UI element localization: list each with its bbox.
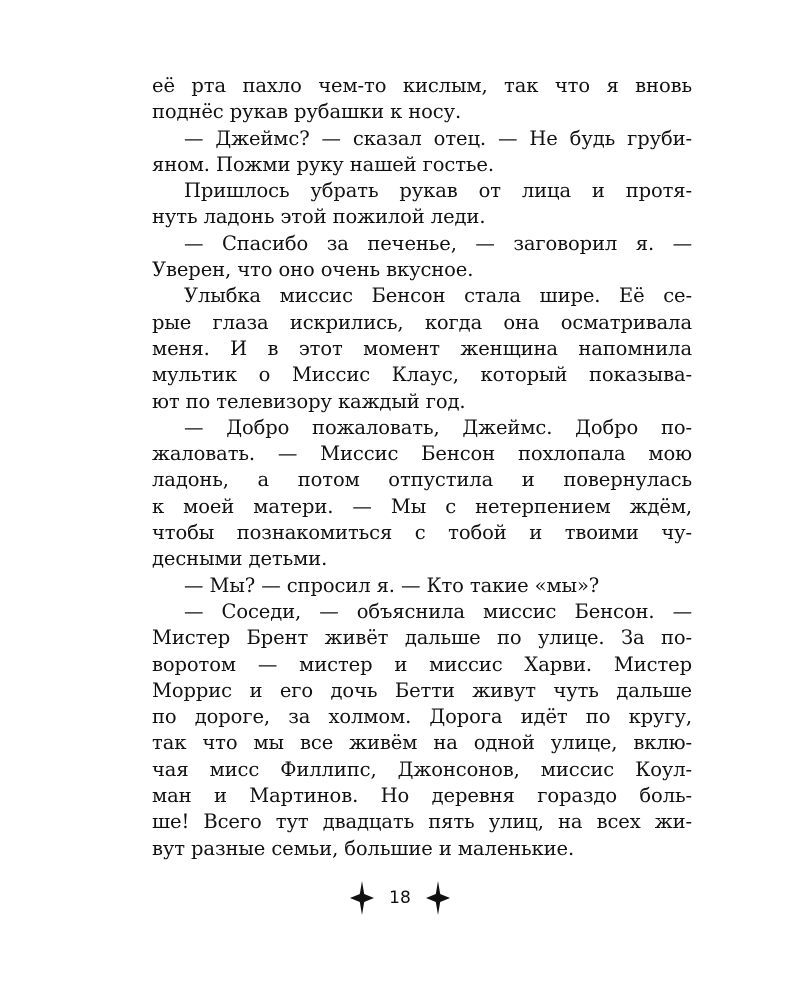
paragraph-p5 (152, 283, 692, 414)
text-line: Уверен, что оно очень вкусное. (152, 258, 474, 282)
text-line: вут разные семьи, большие и маленькие. (152, 836, 575, 860)
text-line: воротом — мистер и миссис Харви. Мистер (152, 652, 692, 676)
paragraph-p3 (152, 178, 692, 231)
text-line: Улыбка миссис Бенсон стала шире. Её се- (184, 284, 692, 308)
text-line: по дороге, за холмом. Дорога идёт по кругу, (152, 705, 692, 729)
paragraph-p4 (152, 231, 692, 284)
text-line: Мистер Брент живёт дальше по улице. За по- (152, 626, 692, 650)
text-line: нуть ладонь этой пожилой леди. (152, 205, 486, 229)
page-footer (0, 880, 800, 916)
text-line: яном. Пожми руку нашей гостье. (152, 152, 494, 176)
text-line: ше! Всего тут двадцать пять улиц, на всех жи- (152, 810, 692, 834)
text-line: так что мы все живём на одной улице, вклю- (152, 731, 692, 755)
paragraph-p1 (152, 73, 692, 126)
paragraph-p8 (152, 599, 692, 862)
text-line: ман и Мартинов. Но деревня гораздо боль- (152, 784, 692, 808)
text-line: меня. И в этот момент женщина напомнила (152, 336, 692, 360)
cross-ornament-icon (349, 880, 375, 916)
text-line: десными детьми. (152, 547, 328, 571)
paragraph-p2 (152, 126, 692, 179)
text-line: мультик о Миссис Клаус, который показыва- (152, 363, 692, 387)
text-line: к моей матери. — Мы с нетерпением ждём, (152, 494, 692, 518)
text-line: рые глаза искрились, когда она осматривала (152, 310, 692, 334)
text-line: — Добро пожаловать, Джеймс. Добро по- (184, 415, 692, 439)
text-line: чтобы познакомиться с тобой и твоими чу- (152, 521, 692, 545)
text-line: Пришлось убрать рукав от лица и протя- (184, 179, 692, 203)
text-line: — Джеймс? — сказал отец. — Не будь груби- (184, 126, 692, 150)
text-line: жаловать. — Миссис Бенсон похлопала мою (152, 442, 692, 466)
text-line: — Соседи, — объяснила миссис Бенсон. — (184, 599, 692, 623)
cross-ornament-icon (425, 880, 451, 916)
paragraph-p7 (152, 573, 692, 599)
text-line: её рта пахло чем-то кислым, так что я вновь (152, 74, 692, 97)
text-line: — Спасибо за печенье, — заговорил я. — (184, 231, 692, 255)
page-number: 18 (389, 888, 411, 908)
paragraph-p6 (152, 415, 692, 573)
text-line: поднёс рукав рубашки к носу. (152, 100, 462, 124)
text-line: Моррис и его дочь Бетти живут чуть дальше (152, 678, 692, 702)
text-line: — Мы? — спросил я. — Кто такие «мы»? (184, 573, 600, 597)
body-text (152, 73, 692, 862)
text-line: чая мисс Филлипс, Джонсонов, миссис Коул- (152, 757, 692, 781)
text-line: ют по телевизору каждый год. (152, 389, 466, 413)
text-line: ладонь, а потом отпустила и повернулась (152, 468, 692, 492)
